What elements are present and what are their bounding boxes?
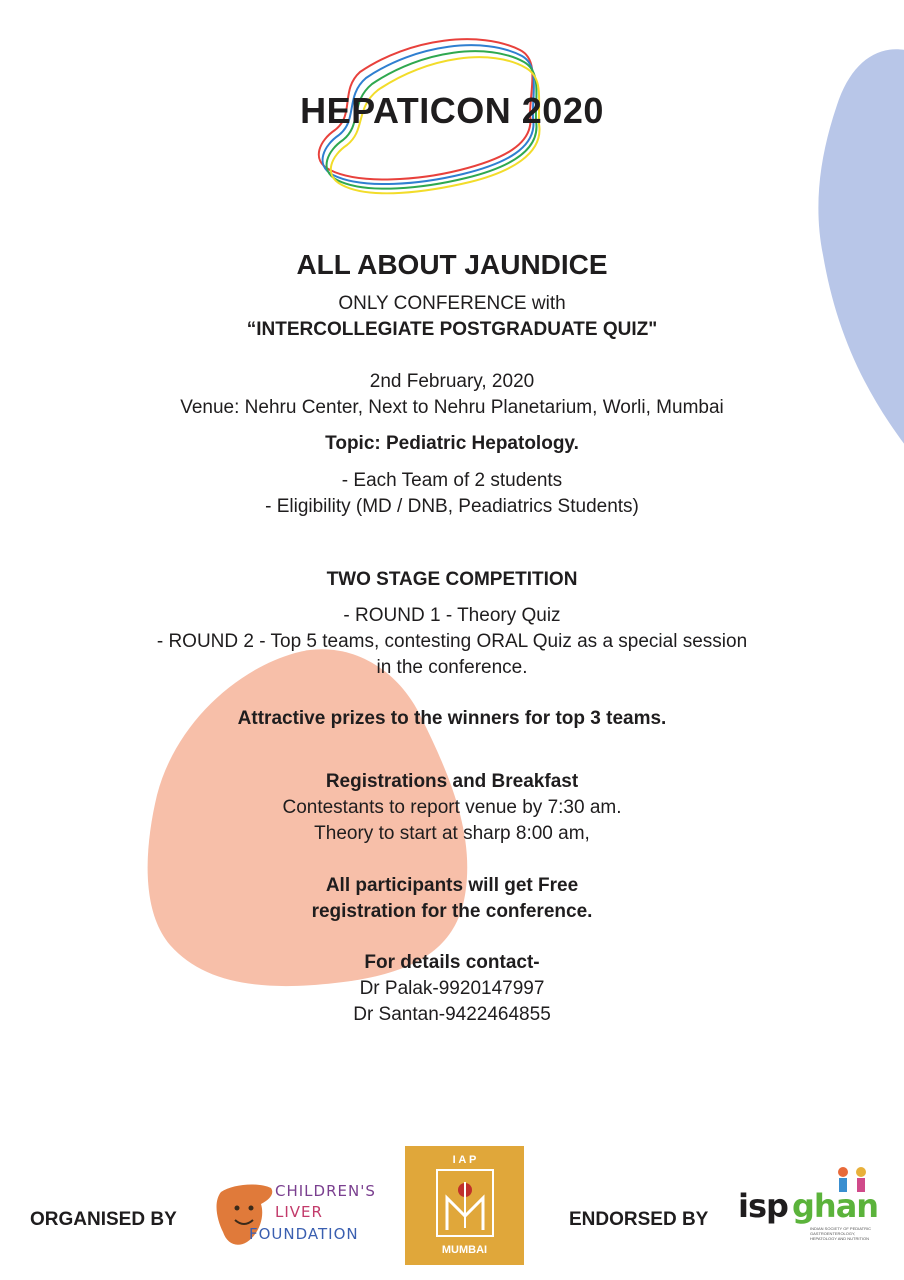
competition-heading: TWO STAGE COMPETITION: [326, 569, 578, 590]
report-time: Contestants to report venue by 7:30 am.: [282, 797, 622, 818]
eligibility-rule: - Eligibility (MD / DNB, Peadiatrics Students): [265, 496, 639, 517]
clf-line-2: LIVER: [275, 1203, 323, 1221]
theory-start: Theory to start at sharp 8:00 am,: [314, 823, 590, 844]
iap-mumbai-label: MUMBAI: [441, 1244, 488, 1256]
childrens-liver-foundation-logo: [213, 1178, 388, 1253]
registration-heading: Registrations and Breakfast: [325, 771, 579, 792]
contact-santan: Dr Santan-9422464855: [353, 1004, 551, 1025]
contact-palak: Dr Palak-9920147997: [359, 978, 545, 999]
free-registration-line-2: registration for the conference.: [311, 901, 593, 922]
free-registration-line-1: All participants will get Free: [325, 875, 579, 896]
event-topic: Topic: Pediatric Hepatology.: [325, 433, 579, 454]
iap-mumbai-logo: [405, 1146, 524, 1265]
prizes-note: Attractive prizes to the winners for top 3 teams.: [237, 708, 667, 729]
organised-by-label: ORGANISED BY: [30, 1209, 177, 1230]
clf-line-3: FOUNDATION: [249, 1225, 359, 1243]
endorsed-by-label: ENDORSED BY: [569, 1209, 709, 1230]
iap-emblem-icon: [435, 1168, 495, 1238]
event-date: 2nd February, 2020: [369, 371, 535, 392]
ispghan-isp-text: isp: [738, 1187, 788, 1225]
quiz-title: “INTERCOLLEGIATE POSTGRADUATE QUIZ": [246, 319, 658, 340]
main-heading: ALL ABOUT JAUNDICE: [296, 249, 608, 280]
round-2: - ROUND 2 - Top 5 teams, contesting ORAL Quiz as a special session: [156, 631, 748, 652]
iap-label: I A P: [452, 1154, 477, 1166]
contact-heading: For details contact-: [364, 952, 540, 973]
clf-line-1: CHILDREN'S: [275, 1182, 376, 1200]
ispghan-ghan-text: ghan: [792, 1187, 879, 1225]
ispghan-logo: [738, 1166, 888, 1248]
ispghan-tagline: INDIAN SOCIETY OF PEDIATRIC GASTROENTEROLOGY, HEPATOLOGY AND NUTRITION: [810, 1226, 871, 1241]
round-1: - ROUND 1 - Theory Quiz: [343, 605, 561, 626]
conference-line: ONLY CONFERENCE with: [338, 293, 566, 314]
event-title: HEPATICON 2020: [300, 90, 604, 131]
event-venue: Venue: Nehru Center, Next to Nehru Planetarium, Worli, Mumbai: [180, 397, 724, 418]
team-rule: - Each Team of 2 students: [341, 470, 563, 491]
round-2-continued: in the conference.: [376, 657, 528, 678]
